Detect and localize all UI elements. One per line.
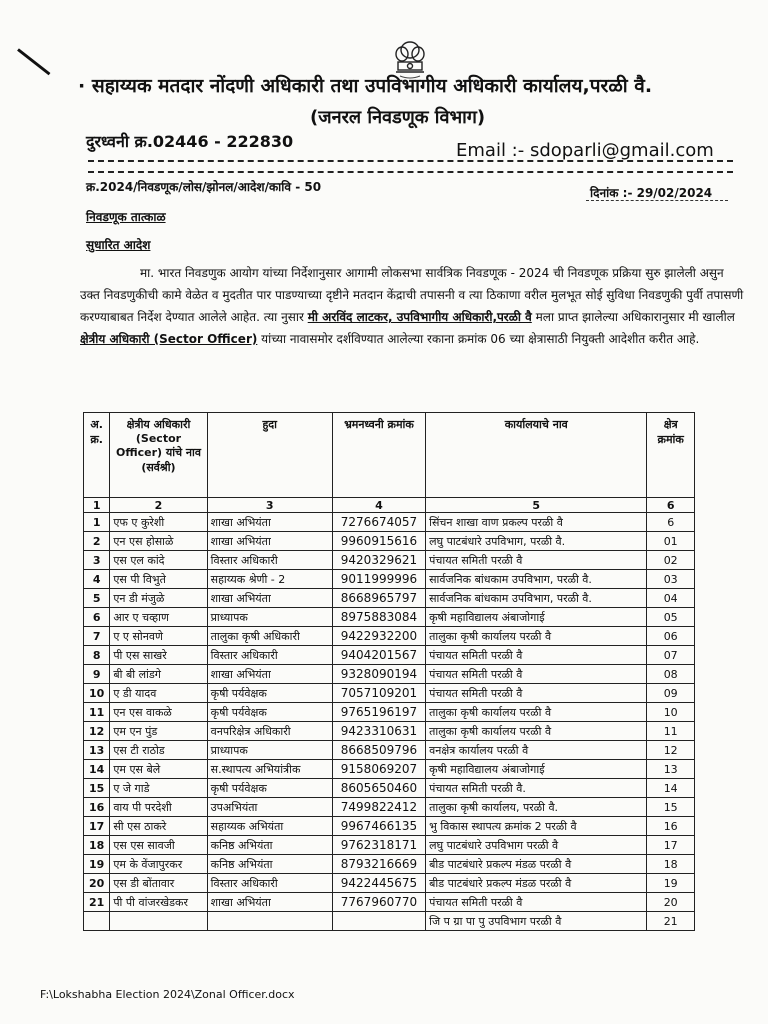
office-cell: तालुका कृषी कार्यालय, परळी वै. — [426, 798, 647, 817]
post-cell — [207, 912, 332, 931]
serial-cell: 8 — [84, 646, 110, 665]
officer-name-cell: ए ए सोनवणे — [110, 627, 207, 646]
department-subtitle: (जनरल निवडणूक विभाग) — [310, 107, 486, 128]
sector-cell: 19 — [647, 874, 695, 893]
table-row — [84, 627, 695, 646]
serial-cell: 14 — [84, 760, 110, 779]
post-cell: कृषी पर्यवेक्षक — [207, 684, 332, 703]
office-cell: सार्वजनिक बांधकाम उपविभाग, परळी वै. — [426, 570, 647, 589]
officer-name-cell: एन एस वाकळे — [110, 703, 207, 722]
mobile-cell: 9762318171 — [332, 836, 425, 855]
sector-cell: 14 — [647, 779, 695, 798]
post-cell: प्राध्यापक — [207, 741, 332, 760]
serial-cell: 18 — [84, 836, 110, 855]
table-row — [84, 589, 695, 608]
sector-cell: 01 — [647, 532, 695, 551]
mobile-cell: 9158069207 — [332, 760, 425, 779]
post-cell: वनपरिक्षेत्र अधिकारी — [207, 722, 332, 741]
header-post: हुदा — [207, 413, 332, 498]
table-row — [84, 817, 695, 836]
post-cell: कृषी पर्यवेक्षक — [207, 703, 332, 722]
sector-cell: 05 — [647, 608, 695, 627]
office-phone: दुरध्वनी क्र.02446 - 222830 — [86, 132, 294, 151]
officer-name-cell: एम के वेंजापुरकर — [110, 855, 207, 874]
table-row — [84, 836, 695, 855]
sector-cell: 06 — [647, 627, 695, 646]
serial-cell: 3 — [84, 551, 110, 570]
officer-name-cell: एस पी विभुते — [110, 570, 207, 589]
office-cell: सार्वजनिक बांधकाम उपविभाग, परळी वै. — [426, 589, 647, 608]
table-row — [84, 779, 695, 798]
officer-name-cell: पी एस साखरे — [110, 646, 207, 665]
office-cell: भु विकास स्थापत्य क्रमांक 2 परळी वै — [426, 817, 647, 836]
office-cell: पंचायत समिती परळी वै — [426, 551, 647, 570]
mobile-cell: 7499822412 — [332, 798, 425, 817]
officer-name-cell: एम एन पुंड — [110, 722, 207, 741]
table-row — [84, 760, 695, 779]
office-email: Email :- sdoparli@gmail.com — [456, 140, 714, 161]
officer-name-cell: पी पी वांजरखेडकर — [110, 893, 207, 912]
sector-cell: 04 — [647, 589, 695, 608]
post-cell: सहाय्यक अभियंता — [207, 817, 332, 836]
sector-cell: 6 — [647, 513, 695, 532]
serial-cell: 19 — [84, 855, 110, 874]
mobile-cell — [332, 912, 425, 931]
office-cell: जि प ग्रा पा पु उपविभाग परळी वै — [426, 912, 647, 931]
post-cell: शाखा अभियंता — [207, 665, 332, 684]
header-office: कार्यालयाचे नाव — [426, 413, 647, 498]
table-row — [84, 912, 695, 931]
mobile-cell: 8605650460 — [332, 779, 425, 798]
post-cell: सहाय्यक श्रेणी - 2 — [207, 570, 332, 589]
sector-cell: 03 — [647, 570, 695, 589]
table-header-row — [84, 413, 695, 498]
sector-cell: 20 — [647, 893, 695, 912]
table-row — [84, 646, 695, 665]
post-cell: शाखा अभियंता — [207, 532, 332, 551]
serial-cell: 17 — [84, 817, 110, 836]
table-row — [84, 703, 695, 722]
sector-cell: 12 — [647, 741, 695, 760]
officer-name-cell: एस टी राठोड — [110, 741, 207, 760]
sector-cell: 11 — [647, 722, 695, 741]
officer-name-cell: एन एस होसाळे — [110, 532, 207, 551]
post-cell: कनिष्ठ अभियंता — [207, 855, 332, 874]
table-row — [84, 798, 695, 817]
mobile-cell: 7057109201 — [332, 684, 425, 703]
post-cell: तालुका कृषी अधिकारी — [207, 627, 332, 646]
mobile-cell: 8668509796 — [332, 741, 425, 760]
header-mobile: भ्रमनध्वनी क्रमांक — [332, 413, 425, 498]
office-cell: बीड पाटबंधारे प्रकल्प मंडळ परळी वै — [426, 855, 647, 874]
office-cell: पंचायत समिती परळी वै. — [426, 779, 647, 798]
reference-number: क्र.2024/निवडणूक/लोस/झोनल/आदेश/कावि - 50 — [86, 180, 322, 194]
mobile-cell: 9960915616 — [332, 532, 425, 551]
sector-cell: 16 — [647, 817, 695, 836]
table-row — [84, 741, 695, 760]
officer-name-cell: आर ए चव्हाण — [110, 608, 207, 627]
revised-order-heading: सुधारित आदेश — [86, 238, 151, 252]
column-index-row: 1 2 3 4 5 6 — [84, 498, 695, 513]
file-path-footer: F:\Lokshabha Election 2024\Zonal Officer.docx — [40, 988, 295, 1001]
post-cell: शाखा अभियंता — [207, 513, 332, 532]
officer-name-cell: वाय पी परदेशी — [110, 798, 207, 817]
post-cell: विस्तार अधिकारी — [207, 874, 332, 893]
table-row — [84, 513, 695, 532]
mobile-cell: 9420329621 — [332, 551, 425, 570]
mobile-cell: 7767960770 — [332, 893, 425, 912]
officer-name-cell: एफ ए कुरेशी — [110, 513, 207, 532]
office-cell: कृषी महाविद्यालय अंबाजोगाई — [426, 760, 647, 779]
office-cell: तालुका कृषी कार्यालय परळी वै — [426, 722, 647, 741]
officer-name-cell: एन डी मंजुळे — [110, 589, 207, 608]
serial-cell: 21 — [84, 893, 110, 912]
post-cell: विस्तार अधिकारी — [207, 646, 332, 665]
officer-name-cell: सी एस ठाकरे — [110, 817, 207, 836]
mobile-cell: 9422932200 — [332, 627, 425, 646]
serial-cell: 4 — [84, 570, 110, 589]
order-paragraph: मा. भारत निवडणुक आयोग यांच्या निर्देशानुसार आगामी लोकसभा सार्वत्रिक निवडणूक - 2024 ची निवडणूक प्रक्रिया सुरु झालेली असुन उक्त निवडणुकीची कामे वेळेत व मुदतीत पार पाडण्याच्या दृष्टीने मतदान केंद्राची तपासनी व त्या ठिकाणा वरील मुलभूत सोई सुविधा निवडणुकी पुर्वी तपासणी करण्याबाबत निर्देश देण्यात आलेले आहेत. त्या नुसार मी अरविंद लाटकर, उपविभागीय अधिकारी,परळी वै मला प्राप्त झालेल्या अधिकारानुसार मी खालील क्षेत्रीय अधिकारी (Sector Officer) यांच्या नावासमोर दर्शविण्यात आलेल्या रकाना क्रमांक 06 च्या क्षेत्रासाठी नियुक्ती आदेशीत करीत आहे. — [80, 266, 744, 346]
sector-cell: 21 — [647, 912, 695, 931]
sector-cell: 17 — [647, 836, 695, 855]
mobile-cell: 9422445675 — [332, 874, 425, 893]
serial-cell: 12 — [84, 722, 110, 741]
header-serial: अ. क्र. — [84, 413, 110, 498]
office-cell: तालुका कृषी कार्यालय परळी वै — [426, 627, 647, 646]
post-cell: स.स्थापत्य अभियांत्रीक — [207, 760, 332, 779]
post-cell: विस्तार अधिकारी — [207, 551, 332, 570]
table-row — [84, 608, 695, 627]
post-cell: शाखा अभियंता — [207, 893, 332, 912]
sector-cell: 13 — [647, 760, 695, 779]
table-row — [84, 532, 695, 551]
table-row — [84, 570, 695, 589]
sector-cell: 18 — [647, 855, 695, 874]
officer-name-cell: एम एस बेले — [110, 760, 207, 779]
divider-dashed — [88, 160, 733, 162]
mobile-cell: 9765196197 — [332, 703, 425, 722]
serial-cell: 5 — [84, 589, 110, 608]
mobile-cell: 8793216669 — [332, 855, 425, 874]
office-cell: लघु पाटबंधारे उपविभाग परळी वै — [426, 836, 647, 855]
serial-cell: 20 — [84, 874, 110, 893]
office-cell: बीड पाटबंधारे प्रकल्प मंडळ परळी वै — [426, 874, 647, 893]
table-row — [84, 874, 695, 893]
office-cell: सिंचन शाखा वाण प्रकल्प परळी वै — [426, 513, 647, 532]
order-date: दिनांक :- 29/02/2024 — [590, 186, 713, 200]
office-cell: पंचायत समिती परळी वै — [426, 646, 647, 665]
table-row — [84, 684, 695, 703]
urgent-heading: निवडणूक तात्काळ — [86, 210, 166, 224]
sector-officer-table — [83, 412, 695, 931]
officer-name-cell: एस एल कांदे — [110, 551, 207, 570]
header-sector: क्षेत्र क्रमांक — [647, 413, 695, 498]
header-officer: क्षेत्रीय अधिकारी (Sector Officer) यांचे नाव (सर्वश्री) — [110, 413, 207, 498]
office-cell: वनक्षेत्र कार्यालय परळी वै — [426, 741, 647, 760]
post-cell: कृषी पर्यवेक्षक — [207, 779, 332, 798]
mobile-cell: 7276674057 — [332, 513, 425, 532]
mobile-cell: 8668965797 — [332, 589, 425, 608]
mobile-cell: 9967466135 — [332, 817, 425, 836]
sector-cell: 10 — [647, 703, 695, 722]
sector-cell: 08 — [647, 665, 695, 684]
post-cell: कनिष्ठ अभियंता — [207, 836, 332, 855]
office-cell: पंचायत समिती परळी वै — [426, 684, 647, 703]
office-cell: तालुका कृषी कार्यालय परळी वै — [426, 703, 647, 722]
mobile-cell: 8975883084 — [332, 608, 425, 627]
mobile-cell: 9404201567 — [332, 646, 425, 665]
mobile-cell: 9011999996 — [332, 570, 425, 589]
post-cell: प्राध्यापक — [207, 608, 332, 627]
office-title: · सहाय्यक मतदार नोंदणी अधिकारी तथा उपविभागीय अधिकारी कार्यालय,परळी वै. — [78, 75, 653, 97]
table-row — [84, 665, 695, 684]
mobile-cell: 9423310631 — [332, 722, 425, 741]
serial-cell: 10 — [84, 684, 110, 703]
serial-cell: 13 — [84, 741, 110, 760]
serial-cell: 9 — [84, 665, 110, 684]
post-cell: उपअभियंता — [207, 798, 332, 817]
serial-cell: 2 — [84, 532, 110, 551]
office-cell: लघु पाटबंधारे उपविभाग, परळी वै. — [426, 532, 647, 551]
post-cell: शाखा अभियंता — [207, 589, 332, 608]
serial-cell: 11 — [84, 703, 110, 722]
officer-name-cell — [110, 912, 207, 931]
sector-cell: 02 — [647, 551, 695, 570]
office-cell: कृषी महाविद्यालय अंबाजोगाई — [426, 608, 647, 627]
officer-name-cell: ए जे गाडे — [110, 779, 207, 798]
officer-name-cell: ए डी यादव — [110, 684, 207, 703]
serial-cell: 1 — [84, 513, 110, 532]
mobile-cell: 9328090194 — [332, 665, 425, 684]
officer-name-cell: एस डी बोंतावार — [110, 874, 207, 893]
office-cell: पंचायत समिती परळी वै — [426, 893, 647, 912]
serial-cell — [84, 912, 110, 931]
table-row — [84, 722, 695, 741]
office-cell: पंचायत समिती परळी वै — [426, 665, 647, 684]
officer-name-cell: बी बी लांडगे — [110, 665, 207, 684]
sector-cell: 15 — [647, 798, 695, 817]
serial-cell: 15 — [84, 779, 110, 798]
sector-cell: 09 — [647, 684, 695, 703]
serial-cell: 16 — [84, 798, 110, 817]
date-underline — [586, 200, 728, 201]
officer-name-cell: एस एस सावजी — [110, 836, 207, 855]
divider-dashed — [88, 171, 733, 173]
table-row — [84, 855, 695, 874]
table-row — [84, 551, 695, 570]
serial-cell: 7 — [84, 627, 110, 646]
table-row — [84, 893, 695, 912]
serial-cell: 6 — [84, 608, 110, 627]
scan-mark — [17, 48, 50, 75]
sector-cell: 07 — [647, 646, 695, 665]
